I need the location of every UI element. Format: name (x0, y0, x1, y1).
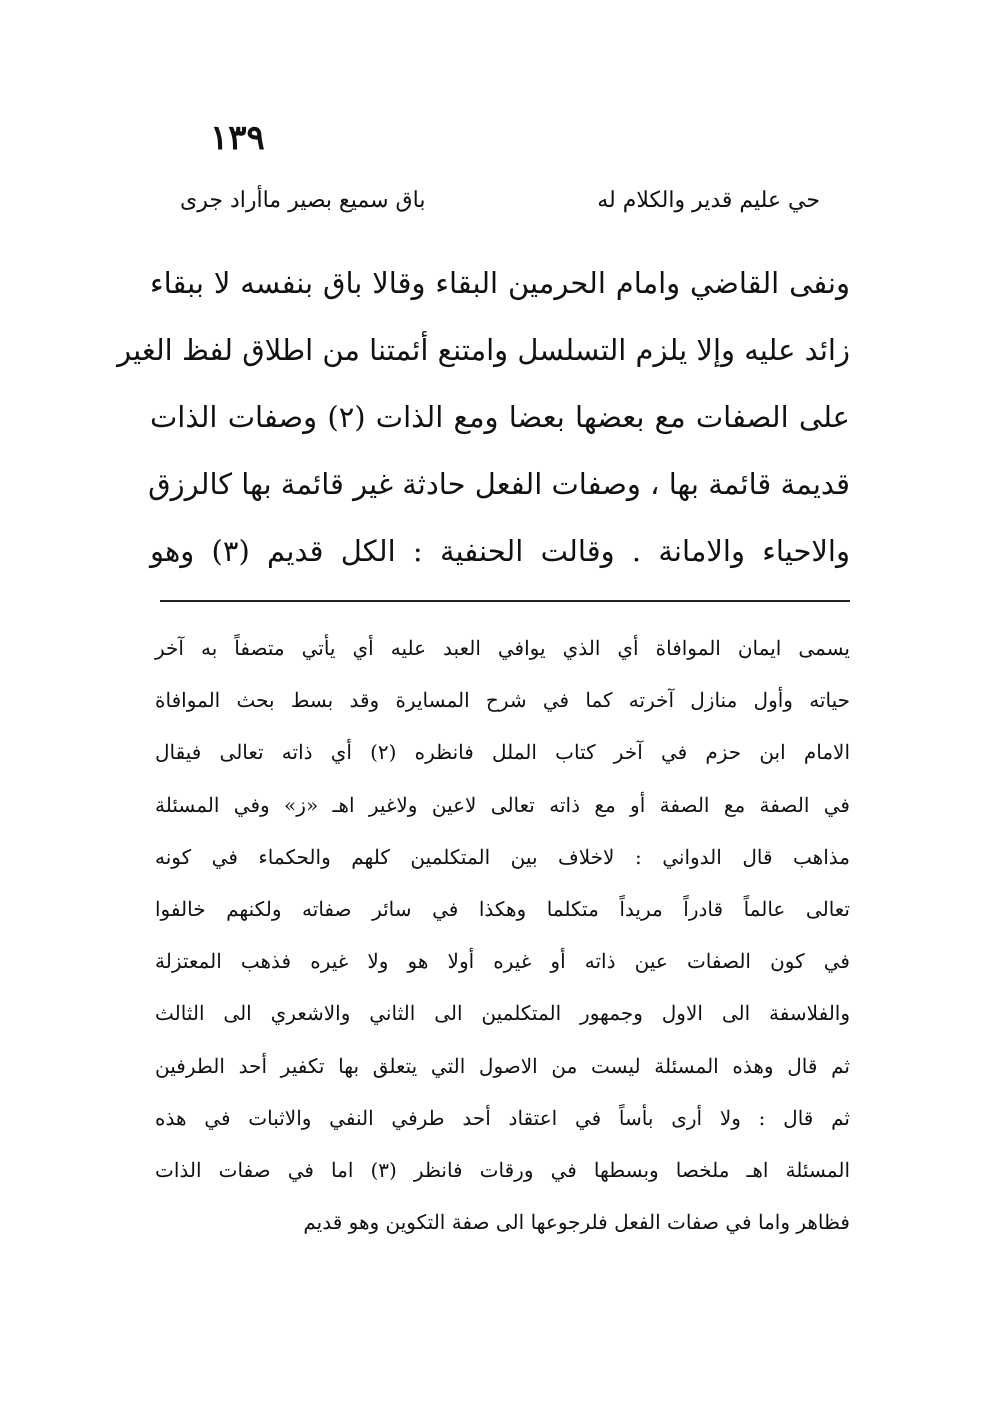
footnote-line: تعالى عالماً قادراً مريداً متكلما وهكذا في سائر صفاته ولكنهم خالفوا (155, 896, 850, 921)
footnote-line: فظاهر واما في صفات الفعل فلرجوعها الى صفة التكوين وهو قديم (303, 1210, 850, 1235)
footnote-line: ثم قال وهذه المسئلة ليست من الاصول التي يتعلق بها تكفير أحد الطرفين (155, 1053, 850, 1078)
main-text-line: زائد عليه وإلا يلزم التسلسل وامتنع أئمتنا من اطلاق لفظ الغير (117, 333, 850, 367)
footnote-line: يسمى ايمان الموافاة أي الذي يوافي العبد عليه أي يأتي متصفاً به آخر (155, 636, 850, 660)
footnote-line: مذاهب قال الدواني : لاخلاف بين المتكلمين كلهم والحكماء في كونه (155, 844, 850, 869)
main-text-line: ونفى القاضي وامام الحرمين البقاء وقالا باق بنفسه لا ببقاء (150, 266, 850, 300)
verse-second-hemistich: باق سميع بصير ماأراد جرى (180, 188, 426, 213)
footnote-line: والفلاسفة الى الاول وجمهور المتكلمين الى الثاني والاشعري الى الثالث (155, 1001, 850, 1026)
main-text-line: على الصفات مع بعضها بعضا ومع الذات (٢) وصفات الذات (150, 400, 850, 434)
footnote-line: في الصفة مع الصفة أو مع ذاته تعالى لاعين ولاغير اهـ «ز» وفي المسئلة (155, 792, 850, 817)
footnote-line: المسئلة اهـ ملخصا وبسطها في ورقات فانظر (٣) اما في صفات الذات (155, 1157, 850, 1182)
main-text-block (117, 250, 850, 585)
footnotes-block (155, 622, 850, 1248)
footnote-divider (160, 600, 850, 602)
main-text-line: والاحياء والامانة . وقالت الحنفية : الكل قديم (٣) وهو (150, 534, 850, 568)
footnote-line: في كون الصفات عين ذاته أو غيره أولا هو ولا غيره فذهب المعتزلة (155, 949, 850, 974)
footnote-line: الامام ابن حزم في آخر كتاب الملل فانظره (٢) أي ذاته تعالى فيقال (155, 740, 851, 765)
footnote-line: حياته وأول منازل آخرته كما في شرح المسايرة وقد بسط بحث الموافاة (155, 688, 850, 713)
verse-first-hemistich: حي عليم قدير والكلام له (597, 188, 820, 213)
footnote-line: ثم قال : ولا أرى بأساً في اعتقاد أحد طرفي النفي والاثبات في هذه (155, 1105, 850, 1130)
page-number: ١٣٩ (210, 118, 265, 158)
main-text-line: قديمة قائمة بها ، وصفات الفعل حادثة غير قائمة بها كالرزق (148, 467, 850, 501)
verse-line (180, 188, 820, 213)
